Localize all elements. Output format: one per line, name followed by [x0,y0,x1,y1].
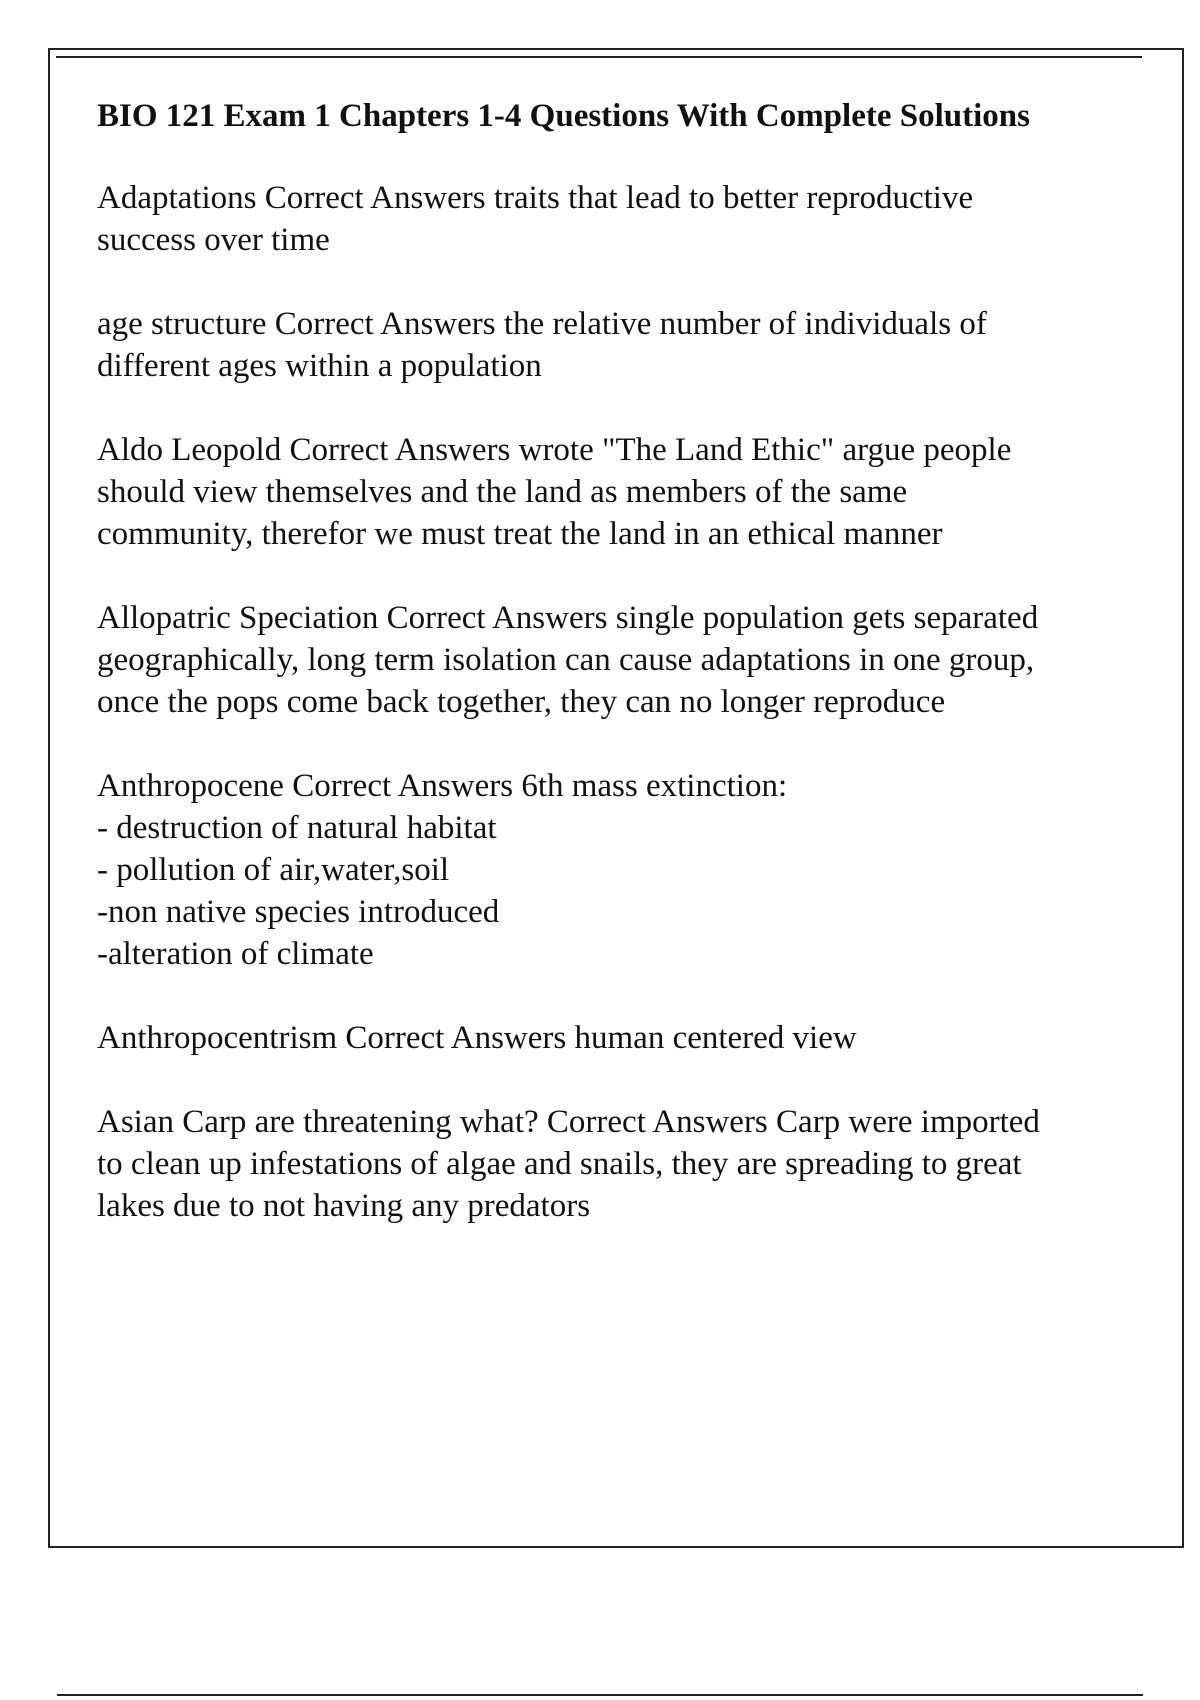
entry-definition: human centered view [574,1020,857,1056]
qa-entry [97,597,1057,723]
document-title: BIO 121 Exam 1 Chapters 1-4 Questions With Complete Solutions [97,98,1030,134]
entry-term: Aldo Leopold [97,432,282,468]
entry-term: Asian Carp are threatening what? [97,1104,539,1140]
list-item: - destruction of natural habitat [97,810,497,846]
qa-entry [97,1101,1057,1227]
qa-entry [97,303,1057,387]
qa-entry [97,177,1057,261]
entry-separator: Correct Answers [292,768,514,804]
document-body [97,96,1057,1269]
entry-definition: 6th mass extinction: [521,768,788,804]
entry-separator: Correct Answers [345,1020,567,1056]
qa-entry [97,765,1057,975]
entry-definition: Carp were imported to clean up infestations of algae and snails, they are spreading to great lakes due to not having any predators [97,1104,1049,1224]
list-item: -non native species introduced [97,894,500,930]
entry-separator: Correct Answers [289,432,511,468]
entry-definition: traits that lead to better reproductive success over time [97,180,982,258]
entry-term: Adaptations [97,180,257,216]
entry-separator: Correct Answers [546,1104,768,1140]
list-item: - pollution of air,water,soil [97,852,450,888]
qa-entry [97,429,1057,555]
entry-separator: Correct Answers [264,180,486,216]
entry-definition: the relative number of individuals of different ages within a population [97,306,996,384]
entry-separator: Correct Answers [386,600,608,636]
entry-term: Allopatric Speciation [97,600,379,636]
entry-term: age structure [97,306,267,342]
entry-definition: wrote "The Land Ethic" argue people should view themselves and the land as members of the same community, therefor we must treat the land in an ethical manner [97,432,1020,552]
entry-term: Anthropocene [97,768,284,804]
list-item: -alteration of climate [97,936,374,972]
bottom-rule [57,1694,1143,1696]
top-rule [56,56,1142,58]
qa-entry [97,1017,1057,1059]
entry-term: Anthropocentrism [97,1020,338,1056]
entry-separator: Correct Answers [274,306,496,342]
entry-definition: single population gets separated geographically, long term isolation can cause adaptations in one group, once the pops come back together, they can no longer reproduce [97,600,1047,720]
